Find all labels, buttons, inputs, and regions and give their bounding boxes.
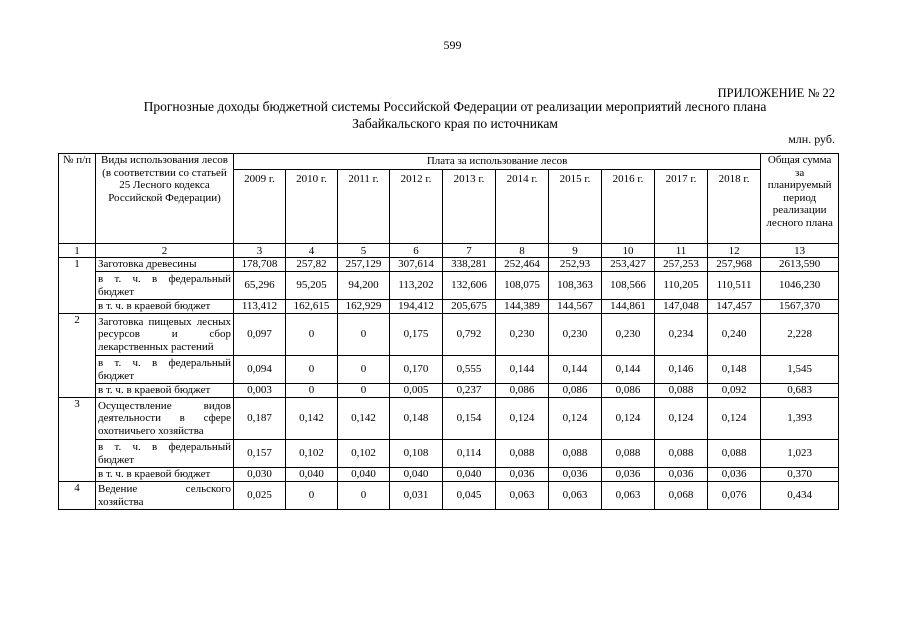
year-value-cell: 252,464 <box>496 258 549 272</box>
year-value-cell: 0,230 <box>496 314 549 356</box>
column-number: 11 <box>655 244 708 258</box>
year-value-cell: 132,606 <box>443 272 496 300</box>
year-value-cell: 0,157 <box>234 440 286 468</box>
total-cell: 1046,230 <box>761 272 839 300</box>
table-row <box>59 258 839 272</box>
year-value-cell: 0,175 <box>390 314 443 356</box>
row-label: в т. ч. в федеральный бюджет <box>96 440 234 468</box>
table-row <box>59 300 839 314</box>
row-number: 4 <box>59 482 96 510</box>
header-year: 2012 г. <box>390 170 443 244</box>
year-value-cell: 0,045 <box>443 482 496 510</box>
header-year: 2015 г. <box>549 170 602 244</box>
year-value-cell: 0,040 <box>390 468 443 482</box>
year-value-cell: 307,614 <box>390 258 443 272</box>
units-label: млн. руб. <box>788 132 835 146</box>
year-value-cell: 0,154 <box>443 398 496 440</box>
column-number: 13 <box>761 244 839 258</box>
header-year: 2010 г. <box>286 170 338 244</box>
year-value-cell: 0,088 <box>496 440 549 468</box>
column-number: 9 <box>549 244 602 258</box>
year-value-cell: 0,003 <box>234 384 286 398</box>
year-value-cell: 65,296 <box>234 272 286 300</box>
year-value-cell: 0,237 <box>443 384 496 398</box>
year-value-cell: 0,144 <box>496 356 549 384</box>
year-value-cell: 0,040 <box>443 468 496 482</box>
year-value-cell: 0 <box>338 314 390 356</box>
year-value-cell: 0,036 <box>549 468 602 482</box>
year-value-cell: 0,230 <box>549 314 602 356</box>
year-value-cell: 0,063 <box>549 482 602 510</box>
year-value-cell: 0,144 <box>602 356 655 384</box>
year-value-cell: 0,124 <box>496 398 549 440</box>
total-cell: 0,434 <box>761 482 839 510</box>
year-value-cell: 0,102 <box>338 440 390 468</box>
year-value-cell: 162,929 <box>338 300 390 314</box>
year-value-cell: 0 <box>286 314 338 356</box>
column-number: 5 <box>338 244 390 258</box>
header-forest-fee: Плата за использование лесов <box>234 154 761 170</box>
title-line-1: Прогнозные доходы бюджетной системы Российской Федерации от реализации мероприятий лесного плана <box>143 99 767 114</box>
year-value-cell: 257,968 <box>708 258 761 272</box>
header-year: 2018 г. <box>708 170 761 244</box>
year-value-cell: 113,412 <box>234 300 286 314</box>
year-value-cell: 0,102 <box>286 440 338 468</box>
document-title <box>40 98 870 132</box>
year-value-cell: 0,124 <box>602 398 655 440</box>
year-value-cell: 0,146 <box>655 356 708 384</box>
table-row <box>59 398 839 440</box>
year-value-cell: 0,086 <box>549 384 602 398</box>
year-value-cell: 0 <box>286 482 338 510</box>
year-value-cell: 144,389 <box>496 300 549 314</box>
year-value-cell: 0,097 <box>234 314 286 356</box>
total-cell: 1,393 <box>761 398 839 440</box>
row-label: в т. ч. в краевой бюджет <box>96 300 234 314</box>
year-value-cell: 0,092 <box>708 384 761 398</box>
appendix-label: ПРИЛОЖЕНИЕ № 22 <box>717 86 835 100</box>
year-value-cell: 0,063 <box>496 482 549 510</box>
row-label: в т. ч. в краевой бюджет <box>96 384 234 398</box>
year-value-cell: 0,144 <box>549 356 602 384</box>
year-value-cell: 0,040 <box>286 468 338 482</box>
year-value-cell: 0,170 <box>390 356 443 384</box>
year-value-cell: 205,675 <box>443 300 496 314</box>
row-number: 1 <box>59 258 96 314</box>
year-value-cell: 110,205 <box>655 272 708 300</box>
year-value-cell: 0 <box>286 384 338 398</box>
year-value-cell: 0,124 <box>549 398 602 440</box>
row-label: Заготовка пищевых лесных ресурсов и сбор лекарственных растений <box>96 314 234 356</box>
year-value-cell: 0,030 <box>234 468 286 482</box>
year-value-cell: 144,567 <box>549 300 602 314</box>
title-line-2: Забайкальского края по источникам <box>352 116 558 131</box>
year-value-cell: 0,088 <box>602 440 655 468</box>
column-number: 7 <box>443 244 496 258</box>
year-value-cell: 178,708 <box>234 258 286 272</box>
year-value-cell: 0,142 <box>286 398 338 440</box>
year-value-cell: 257,129 <box>338 258 390 272</box>
year-value-cell: 0,240 <box>708 314 761 356</box>
page-number: 599 <box>443 38 462 52</box>
total-cell: 2613,590 <box>761 258 839 272</box>
year-value-cell: 0,036 <box>496 468 549 482</box>
year-value-cell: 0,068 <box>655 482 708 510</box>
column-numbers-row <box>59 244 839 258</box>
year-value-cell: 0,124 <box>655 398 708 440</box>
year-value-cell: 0,234 <box>655 314 708 356</box>
column-number: 3 <box>234 244 286 258</box>
row-label: Осуществление видов деятельности в сфере охотничьего хозяйства <box>96 398 234 440</box>
year-value-cell: 0,036 <box>602 468 655 482</box>
column-number: 12 <box>708 244 761 258</box>
total-cell: 1,023 <box>761 440 839 468</box>
year-value-cell: 252,93 <box>549 258 602 272</box>
column-number: 6 <box>390 244 443 258</box>
year-value-cell: 162,615 <box>286 300 338 314</box>
year-value-cell: 144,861 <box>602 300 655 314</box>
table-row <box>59 314 839 356</box>
year-value-cell: 0,148 <box>708 356 761 384</box>
year-value-cell: 0,086 <box>602 384 655 398</box>
row-label: в т. ч. в краевой бюджет <box>96 468 234 482</box>
year-value-cell: 0 <box>286 356 338 384</box>
year-value-cell: 0,088 <box>708 440 761 468</box>
year-value-cell: 0 <box>338 482 390 510</box>
year-value-cell: 257,253 <box>655 258 708 272</box>
total-cell: 1567,370 <box>761 300 839 314</box>
revenue-table <box>58 153 839 510</box>
column-number: 4 <box>286 244 338 258</box>
year-value-cell: 0,142 <box>338 398 390 440</box>
year-value-cell: 338,281 <box>443 258 496 272</box>
year-value-cell: 147,048 <box>655 300 708 314</box>
year-value-cell: 0,086 <box>496 384 549 398</box>
year-value-cell: 0,040 <box>338 468 390 482</box>
table-row <box>59 356 839 384</box>
year-value-cell: 0,108 <box>390 440 443 468</box>
year-value-cell: 108,566 <box>602 272 655 300</box>
column-number: 1 <box>59 244 96 258</box>
year-value-cell: 0,036 <box>655 468 708 482</box>
year-value-cell: 0 <box>338 384 390 398</box>
total-cell: 0,683 <box>761 384 839 398</box>
year-value-cell: 147,457 <box>708 300 761 314</box>
year-value-cell: 113,202 <box>390 272 443 300</box>
total-cell: 0,370 <box>761 468 839 482</box>
column-number: 8 <box>496 244 549 258</box>
year-value-cell: 0 <box>338 356 390 384</box>
year-value-cell: 0,031 <box>390 482 443 510</box>
row-label: Ведение сельского хозяйства <box>96 482 234 510</box>
year-value-cell: 0,148 <box>390 398 443 440</box>
header-year: 2013 г. <box>443 170 496 244</box>
year-value-cell: 108,363 <box>549 272 602 300</box>
year-value-cell: 0,094 <box>234 356 286 384</box>
year-value-cell: 0,114 <box>443 440 496 468</box>
year-value-cell: 0,792 <box>443 314 496 356</box>
year-value-cell: 0,088 <box>549 440 602 468</box>
column-number: 2 <box>96 244 234 258</box>
header-year: 2017 г. <box>655 170 708 244</box>
column-number: 10 <box>602 244 655 258</box>
total-cell: 1,545 <box>761 356 839 384</box>
year-value-cell: 108,075 <box>496 272 549 300</box>
year-value-cell: 0,124 <box>708 398 761 440</box>
row-number: 3 <box>59 398 96 482</box>
header-total: Общая сумма за планируемый период реализации лесного плана <box>761 154 839 244</box>
year-value-cell: 0,187 <box>234 398 286 440</box>
table-row <box>59 482 839 510</box>
row-number: 2 <box>59 314 96 398</box>
year-value-cell: 0,088 <box>655 440 708 468</box>
year-value-cell: 0,025 <box>234 482 286 510</box>
year-value-cell: 257,82 <box>286 258 338 272</box>
year-value-cell: 94,200 <box>338 272 390 300</box>
year-value-cell: 95,205 <box>286 272 338 300</box>
table-row <box>59 384 839 398</box>
year-value-cell: 0,005 <box>390 384 443 398</box>
year-value-cell: 194,412 <box>390 300 443 314</box>
header-year: 2011 г. <box>338 170 390 244</box>
header-year: 2014 г. <box>496 170 549 244</box>
year-value-cell: 0,230 <box>602 314 655 356</box>
header-year: 2016 г. <box>602 170 655 244</box>
year-value-cell: 0,036 <box>708 468 761 482</box>
header-number: № п/п <box>59 154 96 244</box>
header-year: 2009 г. <box>234 170 286 244</box>
year-value-cell: 0,076 <box>708 482 761 510</box>
table-row <box>59 468 839 482</box>
year-value-cell: 0,555 <box>443 356 496 384</box>
year-value-cell: 110,511 <box>708 272 761 300</box>
table-row <box>59 272 839 300</box>
header-use-type: Виды использования лесов (в соответствии со статьей 25 Лесного кодекса Российской Федерации) <box>96 154 234 244</box>
table-body <box>59 258 839 510</box>
total-cell: 2,228 <box>761 314 839 356</box>
row-label: в т. ч. в федеральный бюджет <box>96 356 234 384</box>
year-value-cell: 253,427 <box>602 258 655 272</box>
row-label: Заготовка древесины <box>96 258 234 272</box>
year-value-cell: 0,063 <box>602 482 655 510</box>
year-value-cell: 0,088 <box>655 384 708 398</box>
table-row <box>59 440 839 468</box>
row-label: в т. ч. в федеральный бюджет <box>96 272 234 300</box>
